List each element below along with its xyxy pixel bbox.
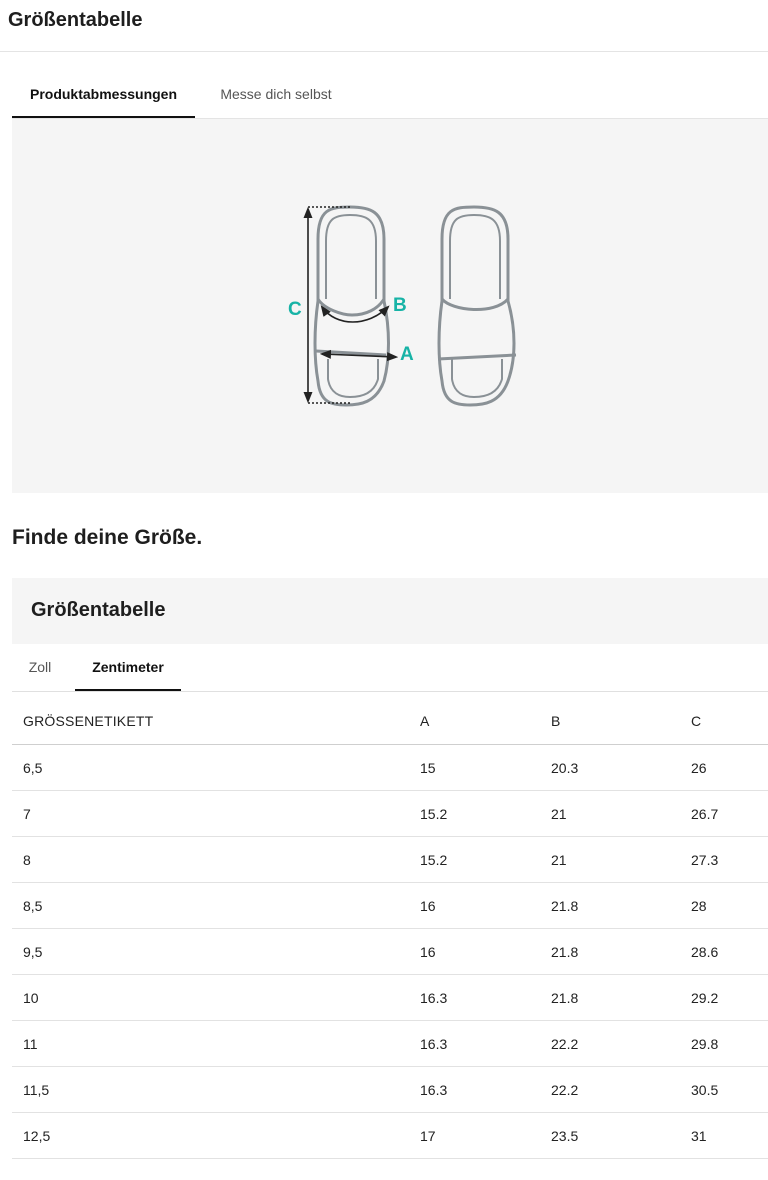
find-your-size-heading: Finde deine Größe. [12,526,203,549]
cell-c-value: 30.5 [691,1067,768,1113]
size-chart-title: Größentabelle [31,599,166,621]
cell-size-label: 8 [12,837,420,883]
cell-b-value: 21.8 [551,883,691,929]
table-row [12,975,768,1021]
tab-inches[interactable]: Zoll [28,659,52,675]
cell-a-value: 16.3 [420,1021,551,1067]
cell-size-label: 9,5 [12,929,420,975]
cell-a-value: 15.2 [420,837,551,883]
tab-centimeters[interactable]: Zentimeter [75,644,181,691]
cell-a-value: 15.2 [420,791,551,837]
cell-c-value: 29.2 [691,975,768,1021]
size-chart-header [12,578,768,644]
sandal-illustration [12,119,768,493]
page-title: Größentabelle [8,9,143,31]
cell-c-value: 28.6 [691,929,768,975]
table-row [12,1021,768,1067]
cell-c-value: 26 [691,745,768,791]
product-dimensions-diagram [12,119,768,493]
page-header [0,0,768,52]
left-sandal-shape [315,207,389,405]
cell-size-label: 8,5 [12,883,420,929]
table-row [12,883,768,929]
cell-b-value: 23.5 [551,1113,691,1159]
column-header-b: B [551,697,691,745]
tab-product-dimensions[interactable]: Produktabmessungen [12,70,195,118]
table-row [12,745,768,791]
table-row [12,791,768,837]
size-table [12,697,768,1159]
column-header-c: C [691,697,768,745]
table-row [12,929,768,975]
unit-tabs [12,644,768,692]
cell-a-value: 16 [420,929,551,975]
column-header-size-label: GRÖSSENETIKETT [12,697,420,745]
cell-c-value: 31 [691,1113,768,1159]
right-sandal-shape [438,207,516,405]
label-c: C [288,299,302,320]
cell-c-value: 27.3 [691,837,768,883]
table-row [12,1067,768,1113]
cell-a-value: 17 [420,1113,551,1159]
cell-size-label: 11 [12,1021,420,1067]
cell-a-value: 16.3 [420,975,551,1021]
measurement-b [322,295,407,322]
cell-c-value: 29.8 [691,1021,768,1067]
cell-b-value: 21.8 [551,929,691,975]
cell-c-value: 26.7 [691,791,768,837]
cell-size-label: 7 [12,791,420,837]
label-a: A [400,344,414,365]
cell-size-label: 12,5 [12,1113,420,1159]
cell-a-value: 16.3 [420,1067,551,1113]
cell-b-value: 20.3 [551,745,691,791]
cell-b-value: 22.2 [551,1067,691,1113]
table-body [12,745,768,1159]
tab-measure-yourself[interactable]: Messe dich selbst [220,86,332,102]
label-b: B [393,295,407,316]
table-row [12,837,768,883]
table-row [12,1113,768,1159]
cell-size-label: 10 [12,975,420,1021]
cell-b-value: 21.8 [551,975,691,1021]
cell-size-label: 11,5 [12,1067,420,1113]
column-header-a: A [420,697,551,745]
cell-a-value: 16 [420,883,551,929]
cell-c-value: 28 [691,883,768,929]
cell-size-label: 6,5 [12,745,420,791]
product-tabs [12,70,768,119]
cell-a-value: 15 [420,745,551,791]
cell-b-value: 21 [551,791,691,837]
cell-b-value: 22.2 [551,1021,691,1067]
cell-b-value: 21 [551,837,691,883]
measurement-c [288,207,352,403]
table-header-row [12,697,768,745]
